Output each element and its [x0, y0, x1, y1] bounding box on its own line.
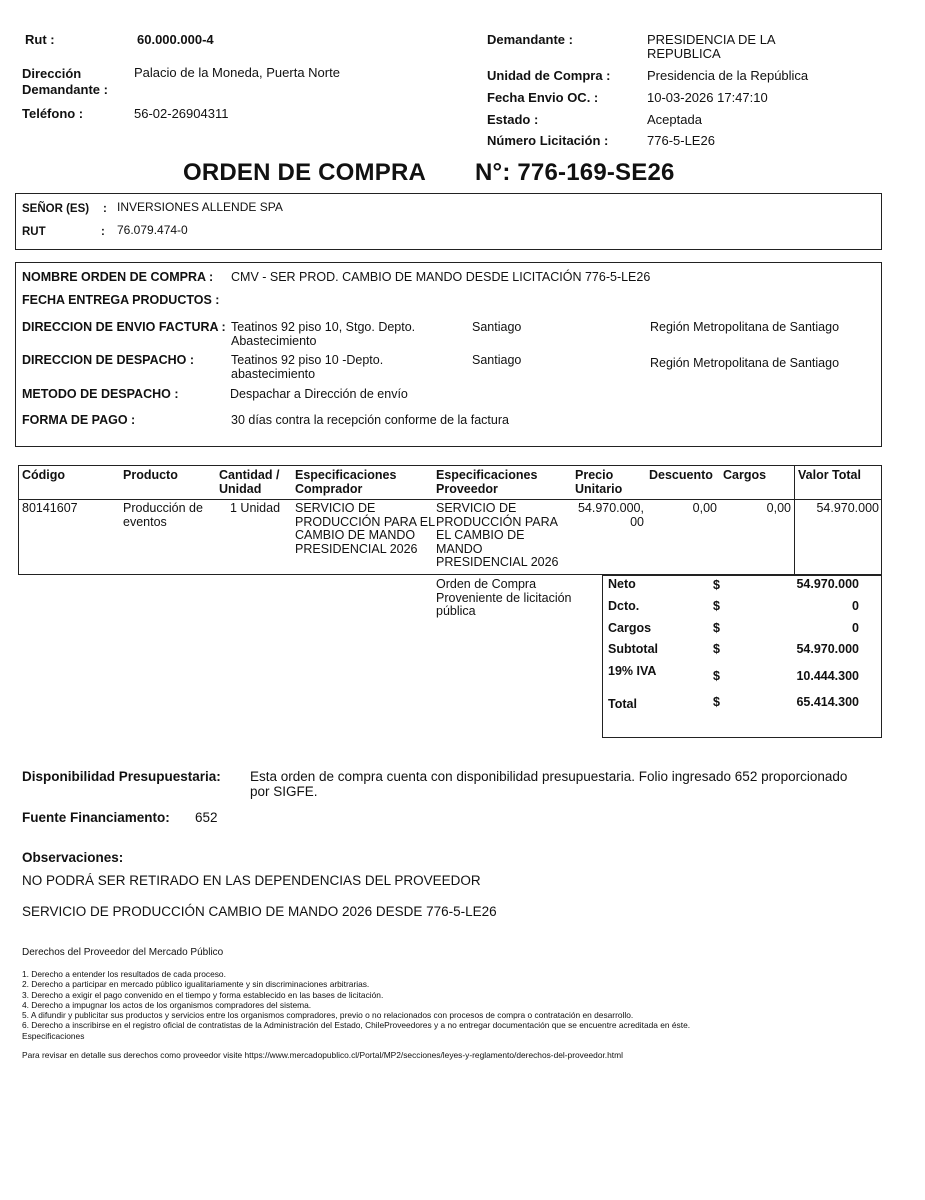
licitacion-label: Número Licitación :: [487, 133, 609, 148]
despacho-label: DIRECCION DE DESPACHO :: [22, 353, 195, 367]
telefono-value: 56-02-26904311: [134, 106, 229, 121]
licitacion-value: 776-5-LE26: [647, 133, 715, 148]
nombre-orden-value: CMV - SER PROD. CAMBIO DE MANDO DESDE LICITACIÓN 776-5-LE26: [231, 270, 651, 284]
senor-label: SEÑOR (ES): [22, 203, 90, 215]
proveedor-rut-value: 76.079.474-0: [117, 223, 188, 237]
derechos-title: Derechos del Proveedor del Mercado Público: [22, 947, 224, 958]
telefono-label: Teléfono :: [22, 106, 84, 121]
row-descuento: 0,00: [692, 501, 717, 515]
col-descuento-header: Descuento: [649, 468, 713, 482]
col-producto-header: Producto: [123, 468, 178, 482]
proveedor-rut-colon: :: [101, 226, 105, 238]
col-valor-header: Valor Total: [798, 468, 861, 482]
derechos-list: [22, 969, 902, 1041]
proveedor-rut-label: RUT: [22, 226, 46, 238]
envio-factura-value: Teatinos 92 piso 10, Stgo. Depto. Abastecimiento: [231, 320, 416, 348]
col-codigo-header: Código: [22, 468, 66, 482]
demandante-label: Demandante :: [487, 32, 573, 47]
despacho-value: Teatinos 92 piso 10 -Depto. abastecimiento: [231, 353, 384, 381]
total-value: 54.970.000: [796, 642, 859, 656]
rut-value: 60.000.000-4: [137, 32, 214, 47]
row-precio: 54.970.000, 00: [577, 501, 644, 529]
total-label: Total: [608, 697, 637, 711]
col-precio-header: Precio Unitario: [575, 468, 623, 496]
forma-pago-value: 30 días contra la recepción conforme de la factura: [231, 413, 509, 427]
senor-value: INVERSIONES ALLENDE SPA: [117, 200, 283, 214]
row-producto: Producción de eventos: [123, 501, 203, 529]
unidad-label: Unidad de Compra :: [487, 68, 611, 83]
table-valor-divider: [794, 465, 795, 575]
table-header-divider: [18, 499, 882, 500]
presupuesto-label: Disponibilidad Presupuestaria:: [22, 769, 221, 784]
row-cargos: 0,00: [766, 501, 791, 515]
currency-symbol: $: [713, 621, 720, 635]
derecho-item: 6. Derecho a inscribirse en el registro oficial de contratistas de la Administración del Estado, ChileProveedores y a no entregar documentación que se encuentre acreditada en éste.: [22, 1020, 691, 1031]
currency-symbol: $: [713, 695, 720, 709]
currency-symbol: $: [713, 599, 720, 613]
demandante-value: PRESIDENCIA DE LA REPUBLICA: [647, 32, 775, 61]
page-title: ORDEN DE COMPRA: [183, 159, 427, 186]
direccion-value: Palacio de la Moneda, Puerta Norte: [134, 65, 340, 80]
metodo-despacho-value: Despachar a Dirección de envío: [230, 387, 408, 401]
col-cantidad-header: Cantidad / Unidad: [219, 468, 280, 496]
currency-symbol: $: [713, 642, 720, 656]
row-esp-proveedor: SERVICIO DE PRODUCCIÓN PARA EL CAMBIO DE MANDO PRESIDENCIAL 2026: [436, 501, 559, 569]
senor-colon: :: [103, 203, 107, 215]
estado-value: Aceptada: [647, 112, 702, 127]
total-value: 54.970.000: [796, 577, 859, 591]
nombre-orden-label: NOMBRE ORDEN DE COMPRA :: [22, 270, 214, 284]
total-label: Dcto.: [608, 599, 640, 613]
col-cargos-header: Cargos: [723, 468, 767, 482]
despacho-region: Región Metropolitana de Santiago: [650, 356, 840, 370]
fuente-value: 652: [195, 810, 218, 825]
direccion-label: Dirección Demandante :: [22, 66, 108, 97]
presupuesto-value: Esta orden de compra cuenta con disponibilidad presupuestaria. Folio ingresado 652 proporcionado por SIGFE.: [250, 769, 848, 799]
fecha-envio-value: 10-03-2026 17:47:10: [647, 90, 768, 105]
currency-symbol: $: [713, 669, 720, 683]
col-esp-proveedor-header: Especificaciones Proveedor: [436, 468, 538, 496]
despacho-ciudad: Santiago: [472, 353, 522, 367]
metodo-despacho-label: METODO DE DESPACHO :: [22, 387, 179, 401]
row-cantidad: 1 Unidad: [230, 501, 281, 515]
fecha-entrega-label: FECHA ENTREGA PRODUCTOS :: [22, 293, 220, 307]
derecho-item: 4. Derecho a impugnar los actos de los organismos compradores del sistema.: [22, 999, 312, 1010]
col-esp-comprador-header: Especificaciones Comprador: [295, 468, 397, 496]
forma-pago-label: FORMA DE PAGO :: [22, 413, 136, 427]
envio-factura-region: Región Metropolitana de Santiago: [650, 320, 840, 334]
derecho-item: 2. Derecho a participar en mercado público igualitariamente y sin discriminaciones arbitrarias.: [22, 979, 370, 990]
estado-label: Estado :: [487, 112, 539, 127]
order-number: N°: 776-169-SE26: [475, 159, 675, 186]
envio-factura-label: DIRECCION DE ENVIO FACTURA :: [22, 320, 226, 334]
fuente-label: Fuente Financiamento:: [22, 810, 170, 825]
envio-factura-ciudad: Santiago: [472, 320, 522, 334]
total-value: 0: [852, 599, 859, 613]
total-label: 19% IVA: [608, 664, 657, 678]
unidad-value: Presidencia de la República: [647, 68, 809, 83]
total-value: 65.414.300: [796, 695, 859, 709]
total-value: 10.444.300: [796, 669, 859, 683]
rut-label: Rut :: [25, 32, 55, 47]
derecho-item: Especificaciones: [22, 1030, 85, 1041]
currency-symbol: $: [713, 578, 720, 592]
observaciones-line2: SERVICIO DE PRODUCCIÓN CAMBIO DE MANDO 2026 DESDE 776-5-LE26: [22, 904, 497, 919]
licitacion-nota: Orden de Compra Proveniente de licitación pública: [436, 577, 572, 618]
total-label: Subtotal: [608, 642, 658, 656]
row-valor: 54.970.000: [816, 501, 879, 515]
observaciones-line1: NO PODRÁ SER RETIRADO EN LAS DEPENDENCIAS DEL PROVEEDOR: [22, 873, 481, 888]
row-codigo: 80141607: [22, 501, 78, 515]
derecho-item: 1. Derecho a entender los resultados de cada proceso.: [22, 969, 226, 979]
fecha-envio-label: Fecha Envio OC. :: [487, 90, 599, 105]
total-label: Neto: [608, 577, 636, 591]
total-value: 0: [852, 621, 859, 635]
derechos-footer-link[interactable]: Para revisar en detalle sus derechos como proveedor visite https://www.mercadopublico.cl/Portal/MP2/secciones/leyes-y-reglamento/derechos-del-proveedor.html: [22, 1050, 623, 1060]
total-label: Cargos: [608, 621, 652, 635]
derecho-item: 3. Derecho a exigir el pago convenido en el tiempo y forma establecido en las bases de licitación.: [22, 989, 384, 1000]
observaciones-label: Observaciones:: [22, 850, 124, 865]
derecho-item: 5. A difundir y publicitar sus productos y servicios entre los organismos compradores, previo o no relacionados con procesos de compra o contratación en desarrollo.: [22, 1010, 634, 1021]
row-esp-comprador: SERVICIO DE PRODUCCIÓN PARA EL CAMBIO DE MANDO PRESIDENCIAL 2026: [295, 501, 435, 556]
